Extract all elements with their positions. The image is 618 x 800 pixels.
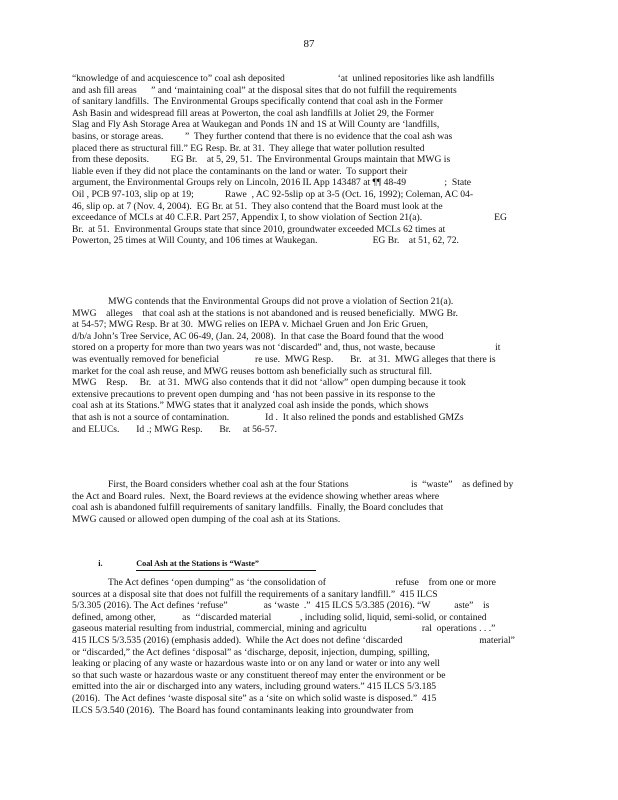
paragraph-line: leaking or placing of any waste or hazardous waste into or on any land or water or into any well (72, 658, 440, 670)
page-number: 87 (303, 38, 315, 50)
paragraph-line: 46, slip op. at 7 (Nov. 4, 2004). EG Br. at 51. They also contend that the Board must look at the (72, 200, 443, 212)
paragraph-line: The Act defines ‘open dumping” as ‘the consolidation of refuse from one or more (108, 577, 496, 588)
paragraph-line: ILCS 5/3.540 (2016). The Board has found contaminants leaking into groundwater from (72, 704, 414, 716)
paragraph-line: 5/3.305 (2016). The Act defines ‘refuse” as ‘waste .” 415 ILCS 5/3.385 (2016). “W aste” is (72, 600, 490, 612)
paragraph-line: was eventually removed for beneficial re use. MWG Resp. Br. at 31. MWG alleges that there is (72, 353, 496, 365)
paragraph-line: extensive precautions to prevent open dumping and ‘has not been passive in its response to the (72, 388, 436, 400)
paragraph-line: placed there as structural fill.” EG Resp. Br. at 31. They allege that water pollution resulted (72, 142, 425, 154)
paragraph-line: MWG contends that the Environmental Groups did not prove a violation of Section 21(a). (108, 296, 454, 307)
paragraph-2 (72, 296, 550, 435)
paragraph-3 (72, 479, 550, 525)
section-heading-number: i. (98, 559, 103, 568)
paragraph-line: and ELUCs. Id .; MWG Resp. Br. at 56-57. (72, 423, 277, 435)
paragraph-line: Slag and Fly Ash Storage Area at Waukegan and Ponds 1N and 1S at Will County are ‘landfills, (72, 119, 440, 131)
paragraph-line: Br. at 51. Environmental Groups state that since 2010, groundwater exceeded MCLs 62 times at (72, 223, 446, 235)
paragraph-line: Oil , PCB 97-103, slip op at 19; Rawe , AC 92-5slip op at 3-5 (Oct. 16, 1992); Coleman, AC 04- (72, 188, 474, 200)
paragraph-line: liable even if they did not place the contaminants on the land or water. To support their (72, 165, 408, 177)
paragraph-line: so that such waste or hazardous waste or any constituent thereof may enter the environment or be (72, 669, 446, 681)
paragraph-line: First, the Board considers whether coal ash at the four Stations is “waste” as defined by (108, 479, 514, 490)
paragraph-line: exceedance of MCLs at 40 C.F.R. Part 257, Appendix I, to show violation of Section 21(a). EG (72, 212, 507, 224)
paragraph-line: and ash fill areas ” and ‘maintaining coal” at the disposal sites that do not fulfill the requirements (72, 84, 457, 96)
paragraph-line: argument, the Environmental Groups rely on Lincoln, 2016 IL App 143487 at ¶¶ 48-49 ; State (72, 177, 472, 189)
paragraph-line: defined, among other, as ‘‘discarded material , including solid, liquid, semi-solid, or contained (72, 611, 487, 623)
paragraph-line: at 54-57; MWG Resp. Br at 30. MWG relies on IEPA v. Michael Gruen and Jon Eric Gruen, (72, 319, 429, 331)
paragraph-4 (72, 577, 550, 716)
section-heading-title: Coal Ash at the Stations is “Waste” (136, 558, 316, 571)
paragraph-line: basins, or storage areas. ” They further contend that there is no evidence that the coal ash was (72, 130, 453, 142)
paragraph-line: (2016). The Act defines ‘waste disposal site” as a ‘site on which solid waste is disposed.” 415 (72, 692, 437, 704)
paragraph-line: Ash Basin and widespread fill areas at Powerton, the coal ash landfills at Joliet 29, the Former (72, 107, 434, 119)
paragraph-line: that ash is not a source of contamination. Id . It also relined the ponds and established GMZs (72, 411, 464, 423)
paragraph-line: emitted into the air or discharged into any waters, including ground waters.” 415 ILCS 5/3.185 (72, 681, 437, 693)
paragraph-line: coal ash at its Stations.” MWG states that it analyzed coal ash inside the ponds, which shows (72, 400, 429, 412)
paragraph-line: MWG Resp. Br. at 31. MWG also contends that it did not ‘allow” open dumping because it took (72, 377, 466, 389)
paragraph-line: or “discarded,” the Act defines ‘disposal” as ‘discharge, deposit, injection, dumping, spilling, (72, 646, 430, 658)
paragraph-1 (72, 73, 550, 247)
paragraph-line: d/b/a John’s Tree Service, AC 06-49, (Jan. 24, 2008). In that case the Board found that the wood (72, 330, 444, 342)
paragraph-line: coal ash is abandoned fulfill requirements of sanitary landfills. Finally, the Board concludes that (72, 502, 444, 514)
paragraph-line: stored on a property for more than two years was not ‘discarded” and, thus, not waste, because it (72, 342, 501, 354)
paragraph-line: the Act and Board rules. Next, the Board reviews at the evidence showing whether areas where (72, 490, 440, 502)
paragraph-line: sources at a disposal site that does not fulfill the requirements of a sanitary landfill.” 415 ILCS (72, 588, 438, 600)
paragraph-line: from these deposits. EG Br. at 5, 29, 51. The Environmental Groups maintain that MWG is (72, 154, 451, 166)
paragraph-line: 415 ILCS 5/3.535 (2016) (emphasis added). While the Act does not define ‘discarded material” (72, 634, 515, 646)
paragraph-line: of sanitary landfills. The Environmental Groups specifically contend that coal ash in the Former (72, 96, 443, 108)
paragraph-line: “knowledge of and acquiescence to” coal ash deposited ‘at unlined repositories like ash landfills (72, 73, 495, 84)
paragraph-line: MWG caused or allowed open dumping of the coal ash at its Stations. (72, 513, 341, 525)
paragraph-line: market for the coal ash reuse, and MWG reuses bottom ash beneficially such as structural fill. (72, 365, 432, 377)
paragraph-line: MWG alleges that coal ash at the stations is not abandoned and is reused beneficially. MWG Br. (72, 307, 458, 319)
paragraph-line: gaseous material resulting from industrial, commercial, mining and agricultu ral operations . . .” (72, 623, 496, 635)
paragraph-line: Powerton, 25 times at Will County, and 106 times at Waukegan. EG Br. at 51, 62, 72. (72, 235, 459, 247)
